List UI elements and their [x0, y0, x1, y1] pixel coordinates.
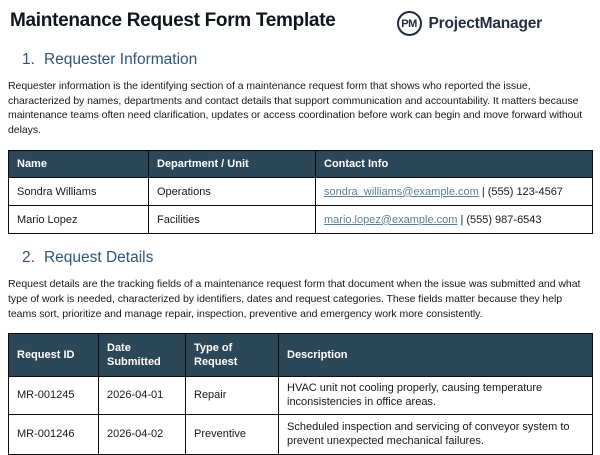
requester-table: [8, 150, 593, 234]
table-row: [9, 206, 593, 234]
table-row: [9, 178, 593, 206]
page-title: Maintenance Request Form Template: [10, 10, 336, 31]
description-cell: HVAC unit not cooling properly, causing temperature inconsistencies in office areas.: [279, 376, 593, 414]
column-header-request-id: Request ID: [9, 333, 99, 376]
contact-cell: [316, 206, 593, 234]
contact-separator: |: [460, 213, 464, 226]
request-id-cell: MR-001245: [9, 376, 99, 414]
phone-number: (555) 123-4567: [487, 185, 563, 198]
type-cell: Preventive: [186, 414, 279, 454]
description-cell: Scheduled inspection and servicing of conveyor system to prevent unexpected mechanical failures.: [279, 414, 593, 454]
column-header-name: Name: [9, 151, 149, 178]
name-cell: Sondra Williams: [9, 178, 149, 206]
contact-separator: |: [481, 185, 485, 198]
section-2-heading: [8, 249, 592, 268]
column-header-department: Department / Unit: [149, 151, 316, 178]
date-cell: 2026-04-01: [99, 376, 186, 414]
phone-number: (555) 987-6543: [466, 213, 542, 226]
table-row: [9, 376, 593, 414]
section-1-description: Requester information is the identifying section of a maintenance request form that shows who reported the issue, characterized by names, departments and contact details that support communication and accountability. It matters because maintenance teams often need clarification, updates or access coordination before work can begin and move forward without delays.: [8, 79, 583, 137]
brand-logo: [397, 11, 543, 36]
column-header-date-submitted: Date Submitted: [99, 333, 186, 376]
request-table-header-row: [9, 333, 593, 376]
table-row: [9, 414, 593, 454]
section-1-number: 1.: [22, 51, 35, 68]
contact-cell: [316, 178, 593, 206]
email-link[interactable]: sondra_williams@example.com: [324, 185, 479, 198]
document-header: [8, 8, 592, 42]
brand-name: ProjectManager: [428, 14, 542, 32]
section-1-title: Requester Information: [43, 51, 198, 68]
request-id-cell: MR-001246: [9, 414, 99, 454]
pm-logo-icon: PM: [397, 11, 422, 36]
department-cell: Facilities: [149, 206, 316, 234]
department-cell: Operations: [149, 178, 316, 206]
type-cell: Repair: [186, 376, 279, 414]
requester-table-header-row: [9, 151, 593, 178]
column-header-type: Type of Request: [186, 333, 279, 376]
section-2-number: 2.: [22, 249, 35, 267]
email-link[interactable]: mario.lopez@example.com: [324, 213, 458, 226]
column-header-description: Description: [279, 333, 593, 376]
section-2-title: Request Details: [43, 249, 154, 267]
column-header-contact: Contact Info: [316, 151, 593, 178]
section-1-heading: [8, 51, 592, 70]
name-cell: Mario Lopez: [9, 206, 149, 234]
date-cell: 2026-04-02: [99, 414, 186, 454]
request-details-table: [8, 333, 593, 455]
section-2-description: Request details are the tracking fields of a maintenance request form that document when the issue was submitted and what type of work is needed, characterized by identifiers, dates and request categories. These fields matter because they help teams sort, prioritize and manage repair, inspection, preventive and emergency work more consistently.: [8, 277, 581, 320]
